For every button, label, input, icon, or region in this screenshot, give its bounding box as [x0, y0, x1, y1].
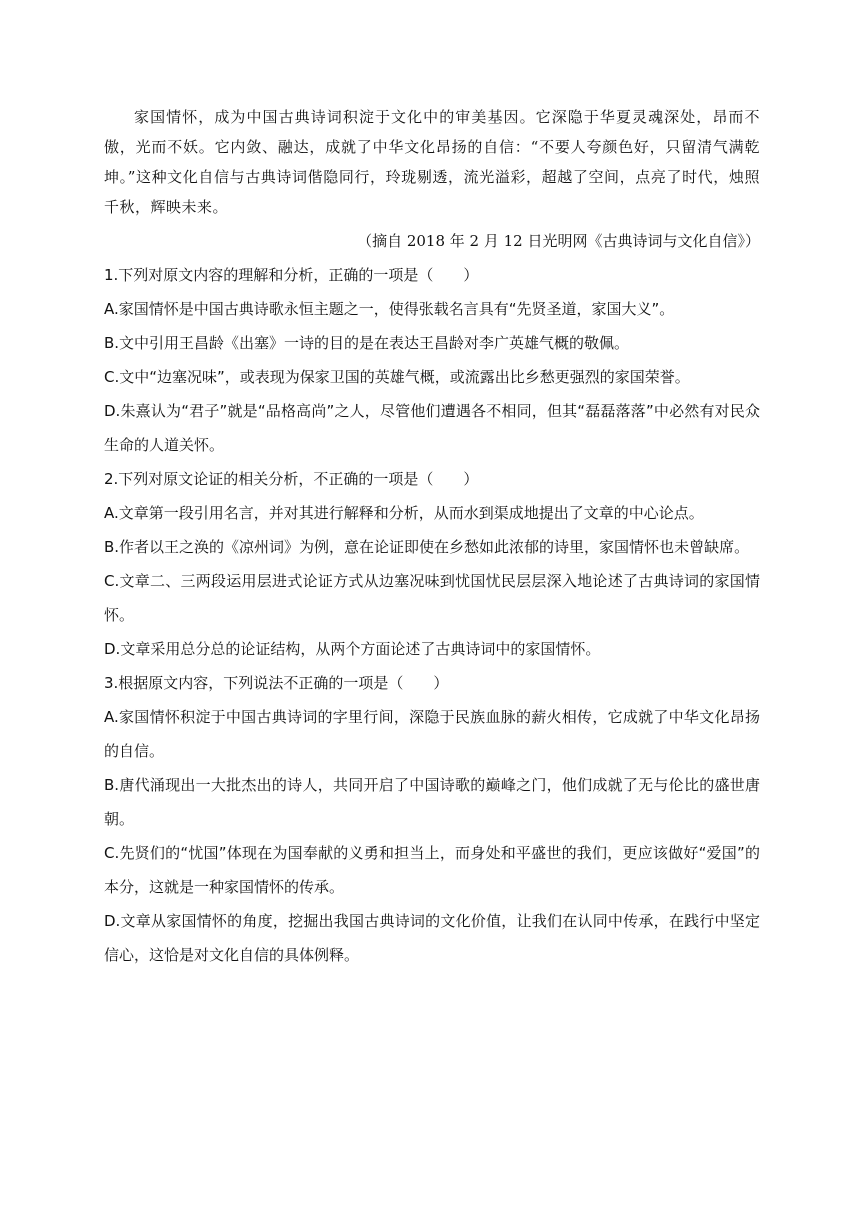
option-c: C.先贤们的“忧国”体现在为国奉献的义勇和担当上，而身处和平盛世的我们，更应该做好“爱国”的本分，这就是一种家国情怀的传承。 [104, 844, 760, 896]
option-b: B.作者以王之涣的《凉州词》为例，意在论证即使在乡愁如此浓郁的诗里，家国情怀也未曾缺席。 [104, 538, 750, 556]
option-c: C.文中“边塞况味”，或表现为保家卫国的英雄气概，或流露出比乡愁更强烈的家国荣誉。 [104, 368, 690, 386]
passage [104, 102, 760, 256]
question-2 [104, 462, 760, 666]
document-page [104, 102, 760, 972]
option-c: C.文章二、三两段运用层进式论证方式从边塞况味到忧国忧民层层深入地论述了古典诗词的家国情怀。 [104, 572, 760, 624]
option-d: D.文章采用总分总的论证结构，从两个方面论述了古典诗词中的家国情怀。 [104, 640, 601, 658]
option-b: B.唐代涌现出一大批杰出的诗人，共同开启了中国诗歌的巅峰之门，他们成就了无与伦比的盛世唐朝。 [104, 776, 760, 828]
question-stem: 2.下列对原文论证的相关分析，不正确的一项是（ ） [104, 470, 479, 488]
option-a: A.文章第一段引用名言，并对其进行解释和分析，从而水到渠成地提出了文章的中心论点。 [104, 504, 704, 522]
option-a: A.家国情怀是中国古典诗歌永恒主题之一，使得张载名言具有“先贤圣道，家国大义”。 [104, 300, 675, 318]
question-3 [104, 666, 760, 972]
passage-paragraph: 家国情怀，成为中国古典诗词积淀于文化中的审美基因。它深隐于华夏灵魂深处，昂而不傲，光而不妖。它内敛、融达，成就了中华文化昂扬的自信：“不要人夸颜色好，只留清气满乾坤。”这种文化自信与古典诗词偕隐同行，玲珑剔透，流光溢彩，超越了空间，点亮了时代，烛照千秋，辉映未来。 [104, 108, 760, 216]
question-list [104, 258, 760, 972]
question-stem: 1.下列对原文内容的理解和分析，正确的一项是（ ） [104, 266, 479, 284]
option-d: D.朱熹认为“君子”就是“品格高尚”之人，尽管他们遭遇各不相同，但其“磊磊落落”中必然有对民众生命的人道关怀。 [104, 402, 760, 454]
source-citation: （摘自 2018 年 2 月 12 日光明网《古典诗词与文化自信》） [357, 232, 760, 250]
option-a: A.家国情怀积淀于中国古典诗词的字里行间，深隐于民族血脉的薪火相传，它成就了中华文化昂扬的自信。 [104, 708, 760, 760]
option-b: B.文中引用王昌龄《出塞》一诗的目的是在表达王昌龄对李广英雄气概的敬佩。 [104, 334, 630, 352]
option-d: D.文章从家国情怀的角度，挖掘出我国古典诗词的文化价值，让我们在认同中传承，在践行中坚定信心，这恰是对文化自信的具体例释。 [104, 912, 760, 964]
question-stem: 3.根据原文内容，下列说法不正确的一项是（ ） [104, 674, 449, 692]
question-1 [104, 258, 760, 462]
